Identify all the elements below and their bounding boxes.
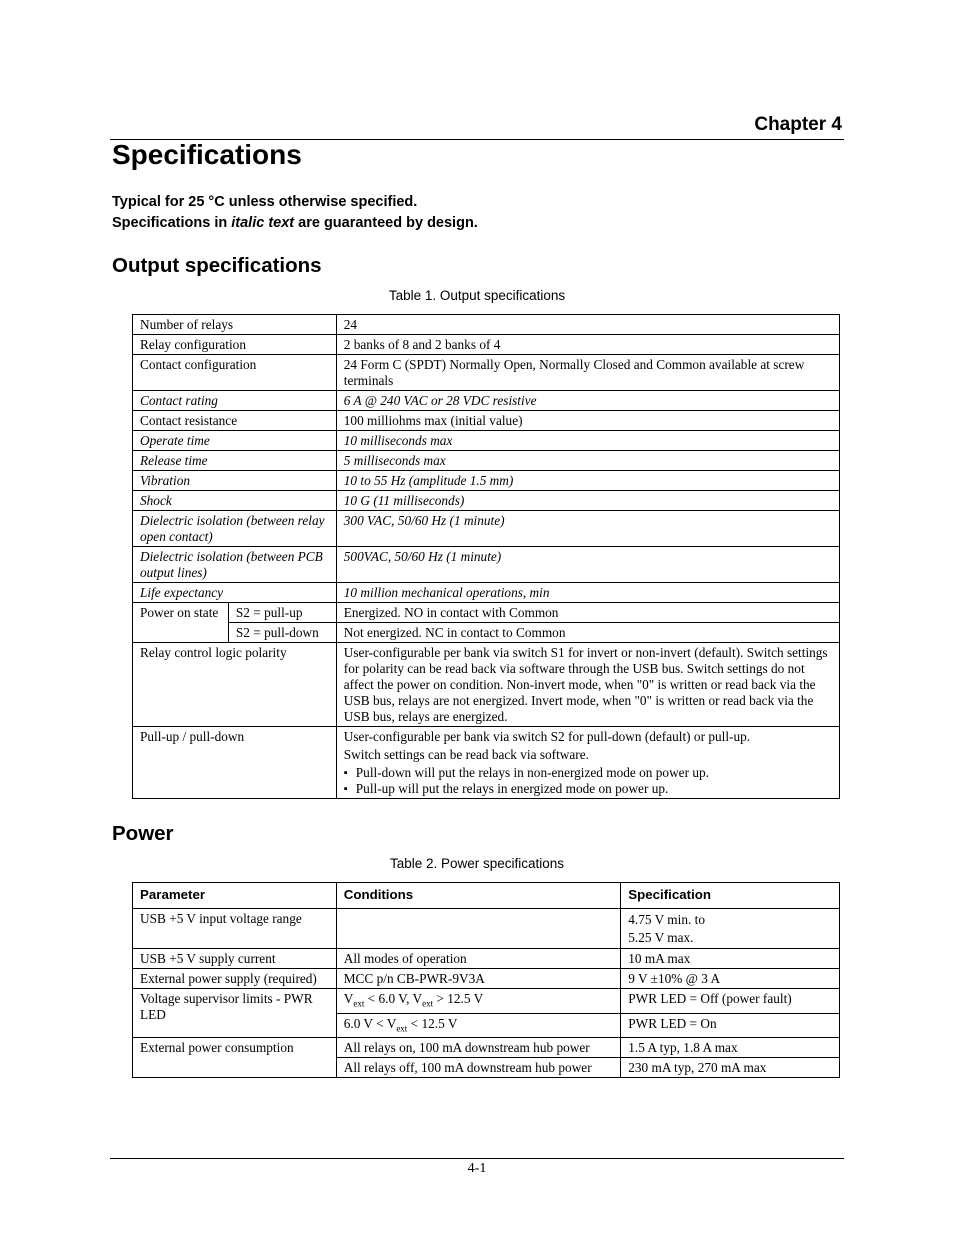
supervisor-cond-1	[336, 989, 621, 1014]
usb-supply-cond: All modes of operation	[336, 949, 621, 969]
table-row	[133, 355, 840, 391]
row-label: Contact resistance	[133, 411, 337, 431]
row-value: 6 A @ 240 VAC or 28 VDC resistive	[336, 391, 839, 411]
output-section-heading: Output specifications	[112, 254, 322, 277]
table-row	[133, 623, 840, 643]
pull-line-1: User-configurable per bank via switch S2 for pull-down (default) or pull-up.	[343, 729, 751, 744]
table-row	[133, 949, 840, 969]
table-row	[133, 583, 840, 603]
v-subscript: ext	[353, 998, 365, 1009]
table-row	[133, 909, 840, 949]
intro-line-1: Typical for 25 °C unless otherwise specified.	[112, 194, 418, 210]
page-number: 4-1	[467, 1161, 487, 1176]
row-value: 10 million mechanical operations, min	[336, 583, 839, 603]
intro-line-2	[112, 213, 478, 234]
supervisor-spec-2: PWR LED = On	[621, 1013, 840, 1038]
header-conditions: Conditions	[336, 883, 621, 909]
table-row	[133, 431, 840, 451]
list-item: ▪ Pull-down will put the relays in non-energized mode on power up.	[356, 765, 832, 781]
table-row	[133, 969, 840, 989]
table-row	[133, 335, 840, 355]
consumption-spec-1: 1.5 A typ, 1.8 A max	[621, 1038, 840, 1058]
row-label: Contact rating	[133, 391, 337, 411]
consumption-cond-2: All relays off, 100 mA downstream hub power	[336, 1058, 621, 1078]
consumption-spec-2: 230 mA typ, 270 mA max	[621, 1058, 840, 1078]
output-table-caption: Table 1. Output specifications	[388, 288, 566, 303]
cond-2b: < 12.5 V	[407, 1015, 458, 1031]
row-label: Relay configuration	[133, 335, 337, 355]
polarity-label: Relay control logic polarity	[133, 643, 337, 727]
ext-supply-spec: 9 V ±10% @ 3 A	[621, 969, 840, 989]
power-on-state-label: Power on state	[133, 603, 229, 643]
header-specification: Specification	[621, 883, 840, 909]
usb-supply-spec: 10 mA max	[621, 949, 840, 969]
s2-pull-down-label: S2 = pull-down	[228, 623, 336, 643]
row-label: Shock	[133, 491, 337, 511]
v-symbol: V	[386, 1015, 397, 1031]
polarity-value: User-configurable per bank via switch S1 for invert or non-invert (default). Switch settings for polarity can be read back via software through the USB bus. Switch settings do not affect the power on condition. Non-invert mode, when "0" is written or read back via the USB bus, relays are not energized. Invert mode, when "0" is written or read back via the USB bus, relays are energized.	[336, 643, 839, 727]
ext-supply-param: External power supply (required)	[133, 969, 337, 989]
v-symbol: V	[343, 991, 354, 1006]
s2-pull-up-label: S2 = pull-up	[228, 603, 336, 623]
table-row	[133, 315, 840, 335]
list-item: ▪ Pull-up will put the relays in energized mode on power up.	[356, 781, 832, 797]
row-value: 24	[336, 315, 839, 335]
row-value: 2 banks of 8 and 2 banks of 4	[336, 335, 839, 355]
cond-1-sep: ,	[406, 991, 413, 1006]
table-row	[133, 989, 840, 1014]
table-row	[133, 643, 840, 727]
page-title: Specifications	[112, 139, 302, 170]
cond-2a: 6.0 V <	[343, 1015, 387, 1031]
header-parameter: Parameter	[133, 883, 337, 909]
row-value: 500VAC, 50/60 Hz (1 minute)	[336, 547, 839, 583]
usb-input-cond	[336, 909, 621, 949]
pull-bullet-list	[344, 765, 832, 797]
usb-supply-param: USB +5 V supply current	[133, 949, 337, 969]
footer-rule	[110, 1158, 844, 1159]
table-row	[133, 391, 840, 411]
power-spec-table	[132, 882, 840, 1078]
row-value: 5 milliseconds max	[336, 451, 839, 471]
intro-line-2-italic: italic text	[231, 215, 295, 231]
row-value: 100 milliohms max (initial value)	[336, 411, 839, 431]
supervisor-spec-1: PWR LED = Off (power fault)	[621, 989, 840, 1014]
table-row	[133, 511, 840, 547]
ext-supply-cond: MCC p/n CB-PWR-9V3A	[336, 969, 621, 989]
row-label: Operate time	[133, 431, 337, 451]
row-label: Life expectancy	[133, 583, 337, 603]
table-row	[133, 727, 840, 799]
usb-input-param: USB +5 V input voltage range	[133, 909, 337, 949]
row-label: Contact configuration	[133, 355, 337, 391]
row-label: Dielectric isolation (between relay open contact)	[133, 511, 337, 547]
pull-line-2: Switch settings can be read back via software.	[343, 747, 589, 762]
row-label: Number of relays	[133, 315, 337, 335]
row-label: Dielectric isolation (between PCB output lines)	[133, 547, 337, 583]
consumption-param: External power consumption	[133, 1038, 337, 1078]
usb-input-spec-max: 5.25 V max.	[628, 930, 694, 945]
output-spec-table	[132, 314, 840, 799]
row-value: 10 to 55 Hz (amplitude 1.5 mm)	[336, 471, 839, 491]
cond-1a: < 6.0 V	[364, 991, 407, 1006]
intro-line-2-pre: Specifications in	[112, 215, 232, 231]
table-row	[133, 491, 840, 511]
row-label: Vibration	[133, 471, 337, 491]
v-symbol: V	[412, 991, 423, 1006]
row-value: 300 VAC, 50/60 Hz (1 minute)	[336, 511, 839, 547]
power-table-caption: Table 2. Power specifications	[389, 856, 565, 871]
intro-line-2-post: are guaranteed by design.	[294, 215, 478, 231]
table-row	[133, 603, 840, 623]
chapter-label: Chapter 4	[754, 114, 842, 135]
table-row	[133, 411, 840, 431]
supervisor-cond-2	[336, 1013, 621, 1038]
row-value: 10 G (11 milliseconds)	[336, 491, 839, 511]
row-value: 24 Form C (SPDT) Normally Open, Normally Closed and Common available at screw terminals	[336, 355, 839, 391]
table-header-row	[133, 883, 840, 909]
supervisor-param: Voltage supervisor limits - PWR LED	[133, 989, 337, 1038]
v-subscript: ext	[422, 998, 434, 1009]
usb-input-spec	[621, 909, 840, 949]
consumption-cond-1: All relays on, 100 mA downstream hub power	[336, 1038, 621, 1058]
row-label: Release time	[133, 451, 337, 471]
table-row	[133, 1038, 840, 1058]
power-section-heading: Power	[112, 822, 174, 845]
s2-pull-up-value: Energized. NO in contact with Common	[336, 603, 839, 623]
pull-label: Pull-up / pull-down	[133, 727, 337, 799]
table-row	[133, 547, 840, 583]
table-row	[133, 451, 840, 471]
table-row	[133, 471, 840, 491]
v-subscript: ext	[396, 1023, 408, 1034]
s2-pull-down-value: Not energized. NC in contact to Common	[336, 623, 839, 643]
cond-1b: > 12.5 V	[433, 991, 484, 1006]
row-value: 10 milliseconds max	[336, 431, 839, 451]
usb-input-spec-min: 4.75 V min. to	[628, 912, 705, 927]
pull-value	[336, 727, 839, 799]
intro-text	[112, 192, 478, 234]
